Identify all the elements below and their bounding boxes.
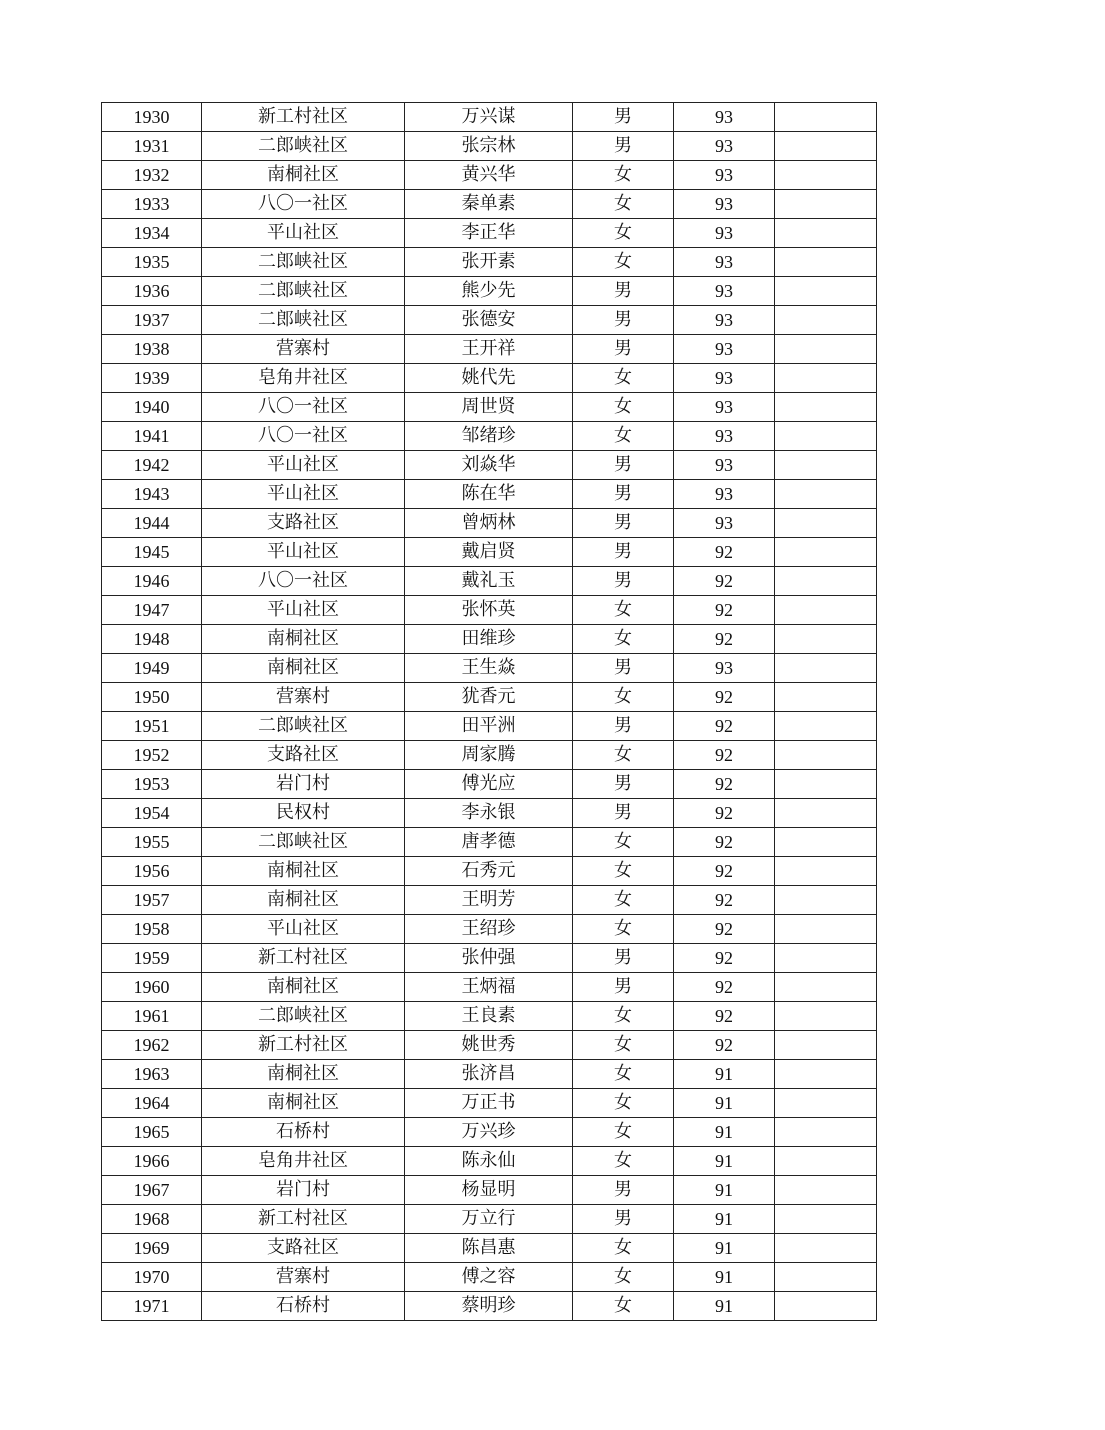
remark-cell [775,944,877,973]
document-page [101,102,877,1321]
serial-number-cell: 1930 [102,103,202,132]
remark-cell [775,219,877,248]
age-cell: 91 [674,1205,775,1234]
age-cell: 93 [674,219,775,248]
age-cell: 92 [674,857,775,886]
age-cell: 91 [674,1089,775,1118]
remark-cell [775,973,877,1002]
name-cell: 王良素 [405,1002,573,1031]
remark-cell [775,683,877,712]
community-cell: 南桐社区 [202,886,405,915]
name-cell: 万立行 [405,1205,573,1234]
age-cell: 93 [674,422,775,451]
gender-cell: 男 [573,712,674,741]
table-row [102,596,877,625]
age-cell: 93 [674,161,775,190]
name-cell: 陈昌惠 [405,1234,573,1263]
name-cell: 戴礼玉 [405,567,573,596]
remark-cell [775,306,877,335]
name-cell: 张济昌 [405,1060,573,1089]
community-cell: 新工村社区 [202,944,405,973]
community-cell: 南桐社区 [202,1060,405,1089]
serial-number-cell: 1950 [102,683,202,712]
name-cell: 王炳福 [405,973,573,1002]
serial-number-cell: 1958 [102,915,202,944]
age-cell: 92 [674,944,775,973]
gender-cell: 男 [573,451,674,480]
name-cell: 王生焱 [405,654,573,683]
community-cell: 民权村 [202,799,405,828]
table-row [102,712,877,741]
serial-number-cell: 1956 [102,857,202,886]
gender-cell: 男 [573,1176,674,1205]
name-cell: 陈永仙 [405,1147,573,1176]
name-cell: 田维珍 [405,625,573,654]
name-cell: 姚世秀 [405,1031,573,1060]
age-cell: 92 [674,625,775,654]
remark-cell [775,625,877,654]
name-cell: 傅之容 [405,1263,573,1292]
name-cell: 李正华 [405,219,573,248]
remark-cell [775,712,877,741]
gender-cell: 女 [573,364,674,393]
community-cell: 石桥村 [202,1118,405,1147]
name-cell: 万兴谋 [405,103,573,132]
table-row [102,799,877,828]
community-cell: 八〇一社区 [202,190,405,219]
serial-number-cell: 1945 [102,538,202,567]
community-cell: 平山社区 [202,451,405,480]
serial-number-cell: 1931 [102,132,202,161]
name-cell: 万正书 [405,1089,573,1118]
community-cell: 平山社区 [202,915,405,944]
gender-cell: 女 [573,828,674,857]
table-row [102,741,877,770]
community-cell: 平山社区 [202,480,405,509]
gender-cell: 男 [573,103,674,132]
name-cell: 张开素 [405,248,573,277]
age-cell: 93 [674,654,775,683]
remark-cell [775,1292,877,1321]
remark-cell [775,132,877,161]
serial-number-cell: 1936 [102,277,202,306]
gender-cell: 男 [573,770,674,799]
serial-number-cell: 1937 [102,306,202,335]
serial-number-cell: 1955 [102,828,202,857]
gender-cell: 女 [573,625,674,654]
gender-cell: 女 [573,741,674,770]
gender-cell: 男 [573,277,674,306]
table-row [102,538,877,567]
name-cell: 石秀元 [405,857,573,886]
table-row [102,1263,877,1292]
gender-cell: 女 [573,1292,674,1321]
age-cell: 92 [674,712,775,741]
age-cell: 93 [674,509,775,538]
name-cell: 田平洲 [405,712,573,741]
serial-number-cell: 1947 [102,596,202,625]
serial-number-cell: 1942 [102,451,202,480]
gender-cell: 女 [573,219,674,248]
age-cell: 92 [674,1031,775,1060]
remark-cell [775,1002,877,1031]
age-cell: 91 [674,1263,775,1292]
name-cell: 万兴珍 [405,1118,573,1147]
age-cell: 92 [674,596,775,625]
table-row [102,770,877,799]
table-row [102,219,877,248]
elderly-roster-table [101,102,877,1321]
remark-cell [775,1118,877,1147]
community-cell: 新工村社区 [202,1031,405,1060]
remark-cell [775,451,877,480]
age-cell: 92 [674,538,775,567]
remark-cell [775,422,877,451]
remark-cell [775,1147,877,1176]
table-row [102,364,877,393]
serial-number-cell: 1948 [102,625,202,654]
community-cell: 营寨村 [202,335,405,364]
age-cell: 92 [674,915,775,944]
serial-number-cell: 1932 [102,161,202,190]
table-row [102,886,877,915]
community-cell: 南桐社区 [202,625,405,654]
serial-number-cell: 1968 [102,1205,202,1234]
table-row [102,480,877,509]
gender-cell: 女 [573,886,674,915]
table-row [102,654,877,683]
age-cell: 91 [674,1147,775,1176]
name-cell: 杨显明 [405,1176,573,1205]
table-row [102,857,877,886]
serial-number-cell: 1943 [102,480,202,509]
remark-cell [775,1176,877,1205]
gender-cell: 女 [573,1002,674,1031]
community-cell: 八〇一社区 [202,422,405,451]
table-row [102,828,877,857]
name-cell: 周家腾 [405,741,573,770]
gender-cell: 男 [573,335,674,364]
community-cell: 支路社区 [202,509,405,538]
name-cell: 邹绪珍 [405,422,573,451]
gender-cell: 男 [573,799,674,828]
community-cell: 二郎峡社区 [202,277,405,306]
age-cell: 92 [674,683,775,712]
table-row [102,944,877,973]
serial-number-cell: 1938 [102,335,202,364]
community-cell: 皂角井社区 [202,364,405,393]
community-cell: 平山社区 [202,538,405,567]
name-cell: 周世贤 [405,393,573,422]
remark-cell [775,741,877,770]
serial-number-cell: 1946 [102,567,202,596]
remark-cell [775,161,877,190]
name-cell: 王绍珍 [405,915,573,944]
gender-cell: 女 [573,1147,674,1176]
age-cell: 93 [674,451,775,480]
community-cell: 皂角井社区 [202,1147,405,1176]
community-cell: 平山社区 [202,596,405,625]
name-cell: 张德安 [405,306,573,335]
community-cell: 新工村社区 [202,1205,405,1234]
age-cell: 93 [674,364,775,393]
serial-number-cell: 1969 [102,1234,202,1263]
remark-cell [775,596,877,625]
gender-cell: 女 [573,161,674,190]
name-cell: 黄兴华 [405,161,573,190]
gender-cell: 女 [573,190,674,219]
table-row [102,103,877,132]
gender-cell: 女 [573,1031,674,1060]
table-row [102,1089,877,1118]
age-cell: 92 [674,828,775,857]
gender-cell: 女 [573,915,674,944]
remark-cell [775,190,877,219]
gender-cell: 女 [573,422,674,451]
age-cell: 93 [674,335,775,364]
table-row [102,422,877,451]
table-row [102,625,877,654]
name-cell: 李永银 [405,799,573,828]
community-cell: 二郎峡社区 [202,306,405,335]
name-cell: 刘焱华 [405,451,573,480]
remark-cell [775,480,877,509]
remark-cell [775,828,877,857]
serial-number-cell: 1939 [102,364,202,393]
gender-cell: 女 [573,1089,674,1118]
gender-cell: 男 [573,509,674,538]
table-row [102,1205,877,1234]
community-cell: 二郎峡社区 [202,1002,405,1031]
community-cell: 石桥村 [202,1292,405,1321]
table-row [102,1234,877,1263]
table-row [102,1002,877,1031]
name-cell: 陈在华 [405,480,573,509]
age-cell: 92 [674,741,775,770]
table-row [102,1147,877,1176]
age-cell: 91 [674,1118,775,1147]
name-cell: 蔡明珍 [405,1292,573,1321]
age-cell: 93 [674,393,775,422]
community-cell: 八〇一社区 [202,567,405,596]
table-row [102,683,877,712]
gender-cell: 男 [573,567,674,596]
remark-cell [775,1263,877,1292]
name-cell: 王开祥 [405,335,573,364]
serial-number-cell: 1963 [102,1060,202,1089]
remark-cell [775,1205,877,1234]
age-cell: 93 [674,103,775,132]
community-cell: 二郎峡社区 [202,828,405,857]
remark-cell [775,509,877,538]
table-row [102,335,877,364]
name-cell: 张怀英 [405,596,573,625]
serial-number-cell: 1962 [102,1031,202,1060]
name-cell: 姚代先 [405,364,573,393]
name-cell: 傅光应 [405,770,573,799]
serial-number-cell: 1960 [102,973,202,1002]
table-row [102,973,877,1002]
name-cell: 犹香元 [405,683,573,712]
community-cell: 岩门村 [202,1176,405,1205]
remark-cell [775,364,877,393]
community-cell: 岩门村 [202,770,405,799]
serial-number-cell: 1970 [102,1263,202,1292]
remark-cell [775,770,877,799]
remark-cell [775,857,877,886]
table-row [102,1060,877,1089]
serial-number-cell: 1954 [102,799,202,828]
serial-number-cell: 1933 [102,190,202,219]
serial-number-cell: 1959 [102,944,202,973]
community-cell: 二郎峡社区 [202,132,405,161]
age-cell: 91 [674,1234,775,1263]
serial-number-cell: 1966 [102,1147,202,1176]
community-cell: 南桐社区 [202,161,405,190]
community-cell: 南桐社区 [202,973,405,1002]
remark-cell [775,1031,877,1060]
serial-number-cell: 1940 [102,393,202,422]
name-cell: 张宗林 [405,132,573,161]
gender-cell: 女 [573,1118,674,1147]
gender-cell: 女 [573,1234,674,1263]
name-cell: 曾炳林 [405,509,573,538]
gender-cell: 男 [573,480,674,509]
table-row [102,509,877,538]
gender-cell: 女 [573,1263,674,1292]
community-cell: 二郎峡社区 [202,248,405,277]
remark-cell [775,567,877,596]
community-cell: 营寨村 [202,1263,405,1292]
community-cell: 支路社区 [202,1234,405,1263]
gender-cell: 女 [573,683,674,712]
age-cell: 93 [674,248,775,277]
remark-cell [775,1234,877,1263]
gender-cell: 女 [573,596,674,625]
gender-cell: 男 [573,973,674,1002]
table-row [102,161,877,190]
gender-cell: 女 [573,1060,674,1089]
age-cell: 91 [674,1176,775,1205]
name-cell: 戴启贤 [405,538,573,567]
serial-number-cell: 1941 [102,422,202,451]
community-cell: 南桐社区 [202,857,405,886]
table-row [102,915,877,944]
age-cell: 92 [674,770,775,799]
serial-number-cell: 1949 [102,654,202,683]
gender-cell: 男 [573,132,674,161]
community-cell: 八〇一社区 [202,393,405,422]
serial-number-cell: 1952 [102,741,202,770]
remark-cell [775,1089,877,1118]
remark-cell [775,277,877,306]
serial-number-cell: 1953 [102,770,202,799]
serial-number-cell: 1944 [102,509,202,538]
community-cell: 南桐社区 [202,654,405,683]
remark-cell [775,538,877,567]
serial-number-cell: 1951 [102,712,202,741]
name-cell: 张仲强 [405,944,573,973]
remark-cell [775,103,877,132]
serial-number-cell: 1967 [102,1176,202,1205]
table-row [102,306,877,335]
serial-number-cell: 1961 [102,1002,202,1031]
table-row [102,132,877,161]
table-row [102,277,877,306]
remark-cell [775,654,877,683]
age-cell: 92 [674,799,775,828]
serial-number-cell: 1964 [102,1089,202,1118]
age-cell: 92 [674,1002,775,1031]
name-cell: 唐孝德 [405,828,573,857]
name-cell: 熊少先 [405,277,573,306]
name-cell: 秦单素 [405,190,573,219]
name-cell: 王明芳 [405,886,573,915]
serial-number-cell: 1957 [102,886,202,915]
remark-cell [775,248,877,277]
community-cell: 平山社区 [202,219,405,248]
age-cell: 91 [674,1060,775,1089]
gender-cell: 女 [573,248,674,277]
gender-cell: 男 [573,538,674,567]
community-cell: 营寨村 [202,683,405,712]
community-cell: 二郎峡社区 [202,712,405,741]
community-cell: 新工村社区 [202,103,405,132]
table-row [102,248,877,277]
table-row [102,190,877,219]
roster-table-body [102,103,877,1321]
remark-cell [775,1060,877,1089]
gender-cell: 女 [573,393,674,422]
gender-cell: 男 [573,944,674,973]
age-cell: 92 [674,973,775,1002]
table-row [102,1292,877,1321]
age-cell: 93 [674,190,775,219]
community-cell: 支路社区 [202,741,405,770]
age-cell: 93 [674,306,775,335]
age-cell: 93 [674,132,775,161]
serial-number-cell: 1935 [102,248,202,277]
remark-cell [775,335,877,364]
serial-number-cell: 1971 [102,1292,202,1321]
age-cell: 91 [674,1292,775,1321]
table-row [102,1118,877,1147]
table-row [102,1176,877,1205]
remark-cell [775,915,877,944]
age-cell: 93 [674,480,775,509]
remark-cell [775,886,877,915]
serial-number-cell: 1965 [102,1118,202,1147]
gender-cell: 男 [573,654,674,683]
serial-number-cell: 1934 [102,219,202,248]
gender-cell: 男 [573,306,674,335]
table-row [102,393,877,422]
table-row [102,1031,877,1060]
gender-cell: 男 [573,1205,674,1234]
gender-cell: 女 [573,857,674,886]
remark-cell [775,799,877,828]
remark-cell [775,393,877,422]
community-cell: 南桐社区 [202,1089,405,1118]
table-row [102,567,877,596]
table-row [102,451,877,480]
age-cell: 93 [674,277,775,306]
age-cell: 92 [674,567,775,596]
age-cell: 92 [674,886,775,915]
